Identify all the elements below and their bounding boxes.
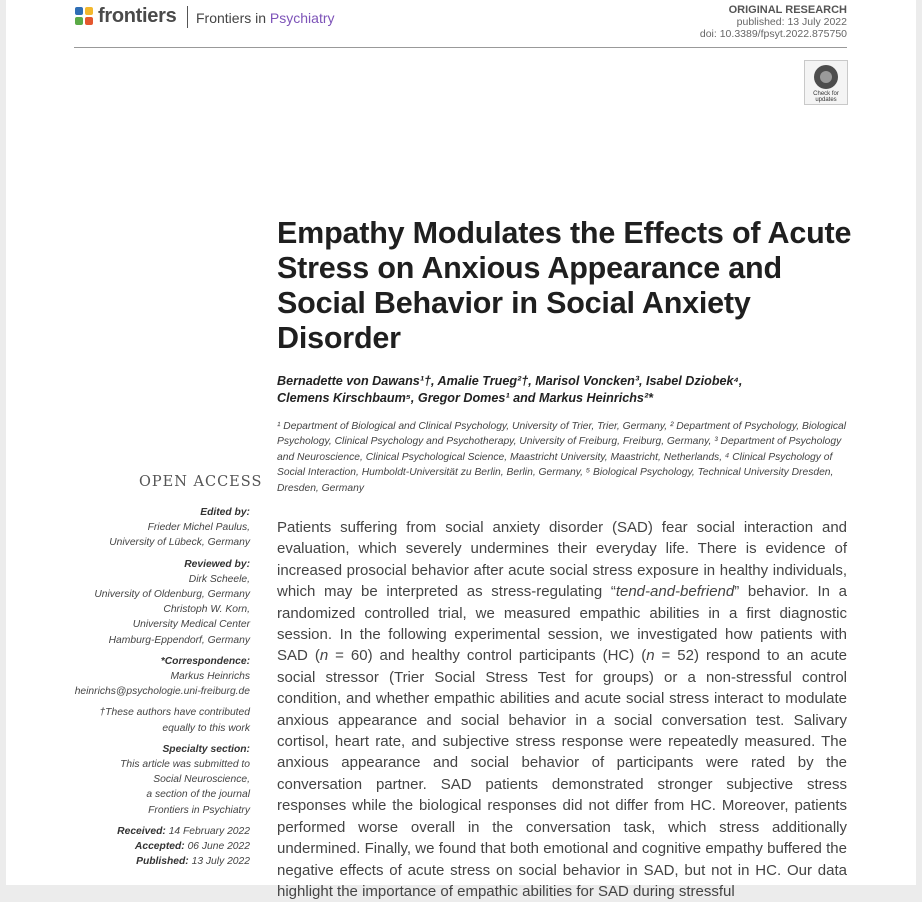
author-list [277,373,857,407]
equal-contribution-note: †These authors have contributed [99,707,250,719]
article-sidebar [66,505,250,869]
frontiers-mark-icon [74,6,94,26]
accepted-date [66,839,250,854]
published-label: Published: [136,856,189,868]
affiliations: ¹ Department of Biological and Clinical Psychology, University of Trier, Trier, Germany, ² Department of Psychology, Biological Psychology, Clinical Psychology and Psychotherapy, University of Freiburg, Freiburg, Germany, ³ Department of Psychology and Neuroscience, Clinical Psychological Science, Maastricht University, Maastricht, Netherlands, ⁴ Clinical Psychology of Social Interaction, Humboldt-Universität zu Berlin, Berlin, Germany, ⁵ Biological Psychology, Technical University Dresden, Dresden, Germany [277,421,847,494]
abstract-segment: = 52) respond to an acute social stressor (Trier Social Stress Test for groups) or a non-stressful control condition, and whether empathic abilities and acute social stress interact to modulate anxious appearance and social behavior in a social conversation test. Salivary cortisol, heart rate, and subjective stress response were repeatedly measured. The anxious appearance and social behavior of participants were rated by the conversation partner. SAD patients demonstrated stronger subjective stress responses while the biological responses did not differ from HC. Moreover, patients performed worse overall in the conversation task, which stress additionally undermined. Finally, we found that both emotional and cognitive empathy buffered the negative effects of acute stress on social behavior in SAD, but not in HC. Our data highlight the importance of empathic abilities for SAD during stressful [277,647,847,900]
editor-affiliation: University of Lübeck, Germany [109,537,250,549]
article-page [6,0,916,900]
abstract-variable-n: n [646,647,655,665]
accepted-value: 06 June 2022 [187,841,250,853]
published-value: 13 July 2022 [191,856,250,868]
authors-line: Clemens Kirschbaum⁵, Gregor Domes¹ and Markus Heinrichs²* [277,391,654,405]
journal-subject: Psychiatry [269,10,335,26]
correspondence-name: Markus Heinrichs [170,671,250,683]
reviewer-affiliation: University Medical Center [132,619,250,631]
received-value: 14 February 2022 [168,825,250,837]
reviewer-name: Dirk Scheele, [188,573,250,585]
journal-prefix: Frontiers in [196,10,267,26]
header-rule [74,47,847,48]
journal-name[interactable] [196,10,335,26]
equal-contribution-note: equally to this work [162,722,250,734]
reviewed-by-label: Reviewed by: [184,558,250,570]
abstract-variable-n: n [319,647,329,665]
authors-line: Bernadette von Dawans¹†, Amalie Trueg²†, Marisol Voncken³, Isabel Dziobek⁴, [277,374,743,388]
brand-name: frontiers [98,4,177,27]
reviewer-name: Christoph W. Korn, [163,604,250,616]
reviewer-affiliation: Hamburg-Eppendorf, Germany [108,634,250,646]
abstract-emphasis: tend-and-befriend [615,583,735,601]
abstract-segment: ” behavior. In a randomized controlled trial, we measured empathic abilities in a first diagnostic session. In the following experimental session, we investigated how patients with SAD ( [277,583,847,665]
abstract-segment: = 60) and healthy control participants (HC) ( [328,647,647,665]
specialty-text: Social Neuroscience, [153,774,250,786]
correspondence-email[interactable]: heinrichs@psychologie.uni-freiburg.de [74,686,250,698]
specialty-text: a section of the journal [146,789,250,801]
edited-by-label: Edited by: [200,507,250,518]
crossmark-badge[interactable] [804,60,848,105]
header-divider [187,6,188,28]
reviewer-affiliation: University of Oldenburg, Germany [94,589,250,601]
correspondence-label: *Correspondence: [160,655,250,667]
received-label: Received: [117,825,166,837]
editor-name: Frieder Michel Paulus, [147,522,250,534]
article-title: Empathy Modulates the Effects of Acute Stress on Anxious Appearance and Social Behavior in Social Anxiety Disorder [277,216,852,355]
published-date-sidebar [66,854,250,869]
published-date: published: 13 July 2022 [736,16,847,28]
crossmark-icon [814,65,838,89]
accepted-label: Accepted: [134,841,185,853]
crossmark-label: Check for updates [813,91,839,103]
specialty-section-label: Specialty section: [162,743,250,755]
received-date [66,824,250,839]
open-access-label: OPEN ACCESS [139,474,263,490]
abstract-segment: Patients suffering from social anxiety disorder (SAD) fear social interaction and evaluation, which severely undermines their everyday life. There is evidence of increased prosocial behavior after acute social stress exposure in healthy individuals, which may be interpreted as stress-regulating “ [277,519,847,601]
abstract-text [277,517,847,902]
article-meta [700,4,847,40]
specialty-text: Frontiers in Psychiatry [148,804,250,816]
specialty-text: This article was submitted to [120,759,250,771]
frontiers-logo[interactable] [74,5,176,27]
doi[interactable]: doi: 10.3389/fpsyt.2022.875750 [699,28,847,40]
article-type: ORIGINAL RESEARCH [728,4,847,16]
